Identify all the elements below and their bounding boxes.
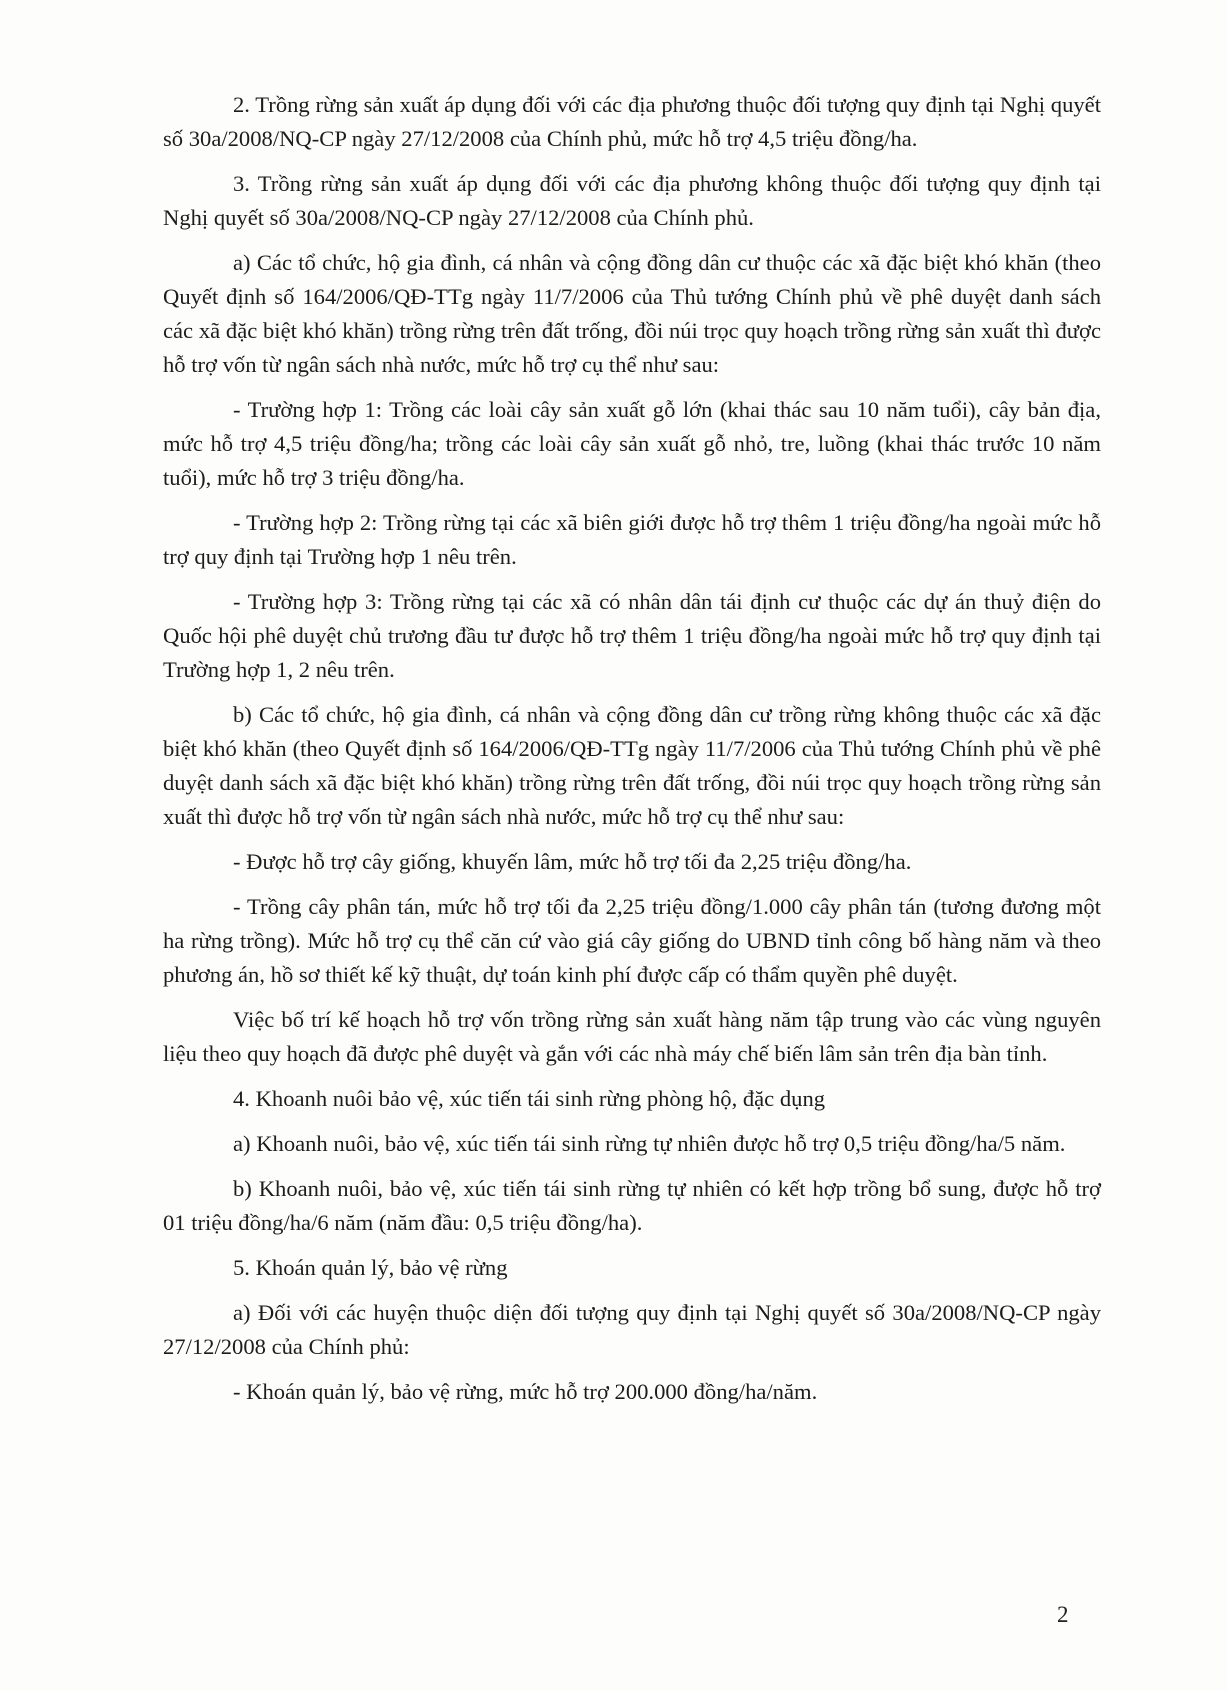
paragraph-scattered-planting: - Trồng cây phân tán, mức hỗ trợ tối đa 2,25 triệu đồng/1.000 cây phân tán (tương đương một ha rừng trồng). Mức hỗ trợ cụ thể căn cứ vào giá cây giống do UBND tỉnh công bố hàng năm và theo phương án, hồ sơ thiết kế kỹ thuật, dự toán kinh phí được cấp có thẩm quyền phê duyệt. [163, 894, 1101, 987]
paragraph-section-5: 5. Khoán quản lý, bảo vệ rừng [233, 1255, 508, 1280]
paragraph-4b: b) Khoanh nuôi, bảo vệ, xúc tiến tái sinh rừng tự nhiên có kết hợp trồng bổ sung, được hỗ trợ 01 triệu đồng/ha/6 năm (năm đầu: 0,5 triệu đồng/ha). [163, 1176, 1101, 1235]
paragraph-forest-protection-contract: - Khoán quản lý, bảo vệ rừng, mức hỗ trợ 200.000 đồng/ha/năm. [233, 1379, 818, 1404]
paragraph-case-3: - Trường hợp 3: Trồng rừng tại các xã có nhân dân tái định cư thuộc các dự án thuỷ điện do Quốc hội phê duyệt chủ trương đầu tư được hỗ trợ thêm 1 triệu đồng/ha ngoài mức hỗ trợ quy định tại Trường hợp 1, 2 nêu trên. [163, 589, 1101, 682]
document-body [163, 88, 1101, 1420]
paragraph-annual-plan: Việc bố trí kế hoạch hỗ trợ vốn trồng rừng sản xuất hàng năm tập trung vào các vùng nguyên liệu theo quy hoạch đã được phê duyệt và gắn với các nhà máy chế biến lâm sản trên địa bàn tỉnh. [163, 1007, 1101, 1066]
paragraph-seedling-support: - Được hỗ trợ cây giống, khuyến lâm, mức hỗ trợ tối đa 2,25 triệu đồng/ha. [233, 849, 912, 874]
page-number: 2 [1057, 1602, 1069, 1627]
paragraph-3b: b) Các tổ chức, hộ gia đình, cá nhân và cộng đồng dân cư trồng rừng không thuộc các xã đặc biệt khó khăn (theo Quyết định số 164/2006/QĐ-TTg ngày 11/7/2006 của Thủ tướng Chính phủ về phê duyệt danh sách xã đặc biệt khó khăn) trồng rừng trên đất trống, đồi núi trọc quy hoạch trồng rừng sản xuất thì được hỗ trợ vốn từ ngân sách nhà nước, mức hỗ trợ cụ thể như sau: [163, 702, 1101, 829]
paragraph-section-3: 3. Trồng rừng sản xuất áp dụng đối với các địa phương không thuộc đối tượng quy định tại Nghị quyết số 30a/2008/NQ-CP ngày 27/12/2008 của Chính phủ. [163, 171, 1101, 230]
paragraph-3a: a) Các tổ chức, hộ gia đình, cá nhân và cộng đồng dân cư thuộc các xã đặc biệt khó khăn (theo Quyết định số 164/2006/QĐ-TTg ngày 11/7/2006 của Thủ tướng Chính phủ về phê duyệt danh sách các xã đặc biệt khó khăn) trồng rừng trên đất trống, đồi núi trọc quy hoạch trồng rừng sản xuất thì được hỗ trợ vốn từ ngân sách nhà nước, mức hỗ trợ cụ thể như sau: [163, 250, 1101, 377]
paragraph-section-4: 4. Khoanh nuôi bảo vệ, xúc tiến tái sinh rừng phòng hộ, đặc dụng [233, 1086, 826, 1111]
paragraph-section-2: 2. Trồng rừng sản xuất áp dụng đối với các địa phương thuộc đối tượng quy định tại Nghị quyết số 30a/2008/NQ-CP ngày 27/12/2008 của Chính phủ, mức hỗ trợ 4,5 triệu đồng/ha. [163, 92, 1101, 151]
paragraph-5a: a) Đối với các huyện thuộc diện đối tượng quy định tại Nghị quyết số 30a/2008/NQ-CP ngày 27/12/2008 của Chính phủ: [163, 1300, 1101, 1359]
paragraph-4a: a) Khoanh nuôi, bảo vệ, xúc tiến tái sinh rừng tự nhiên được hỗ trợ 0,5 triệu đồng/ha/5 năm. [233, 1131, 1066, 1156]
paragraph-case-1: - Trường hợp 1: Trồng các loài cây sản xuất gỗ lớn (khai thác sau 10 năm tuổi), cây bản địa, mức hỗ trợ 4,5 triệu đồng/ha; trồng các loài cây sản xuất gỗ nhỏ, tre, luồng (khai thác trước 10 năm tuổi), mức hỗ trợ 3 triệu đồng/ha. [163, 397, 1101, 490]
paragraph-case-2: - Trường hợp 2: Trồng rừng tại các xã biên giới được hỗ trợ thêm 1 triệu đồng/ha ngoài mức hỗ trợ quy định tại Trường hợp 1 nêu trên. [163, 510, 1101, 569]
